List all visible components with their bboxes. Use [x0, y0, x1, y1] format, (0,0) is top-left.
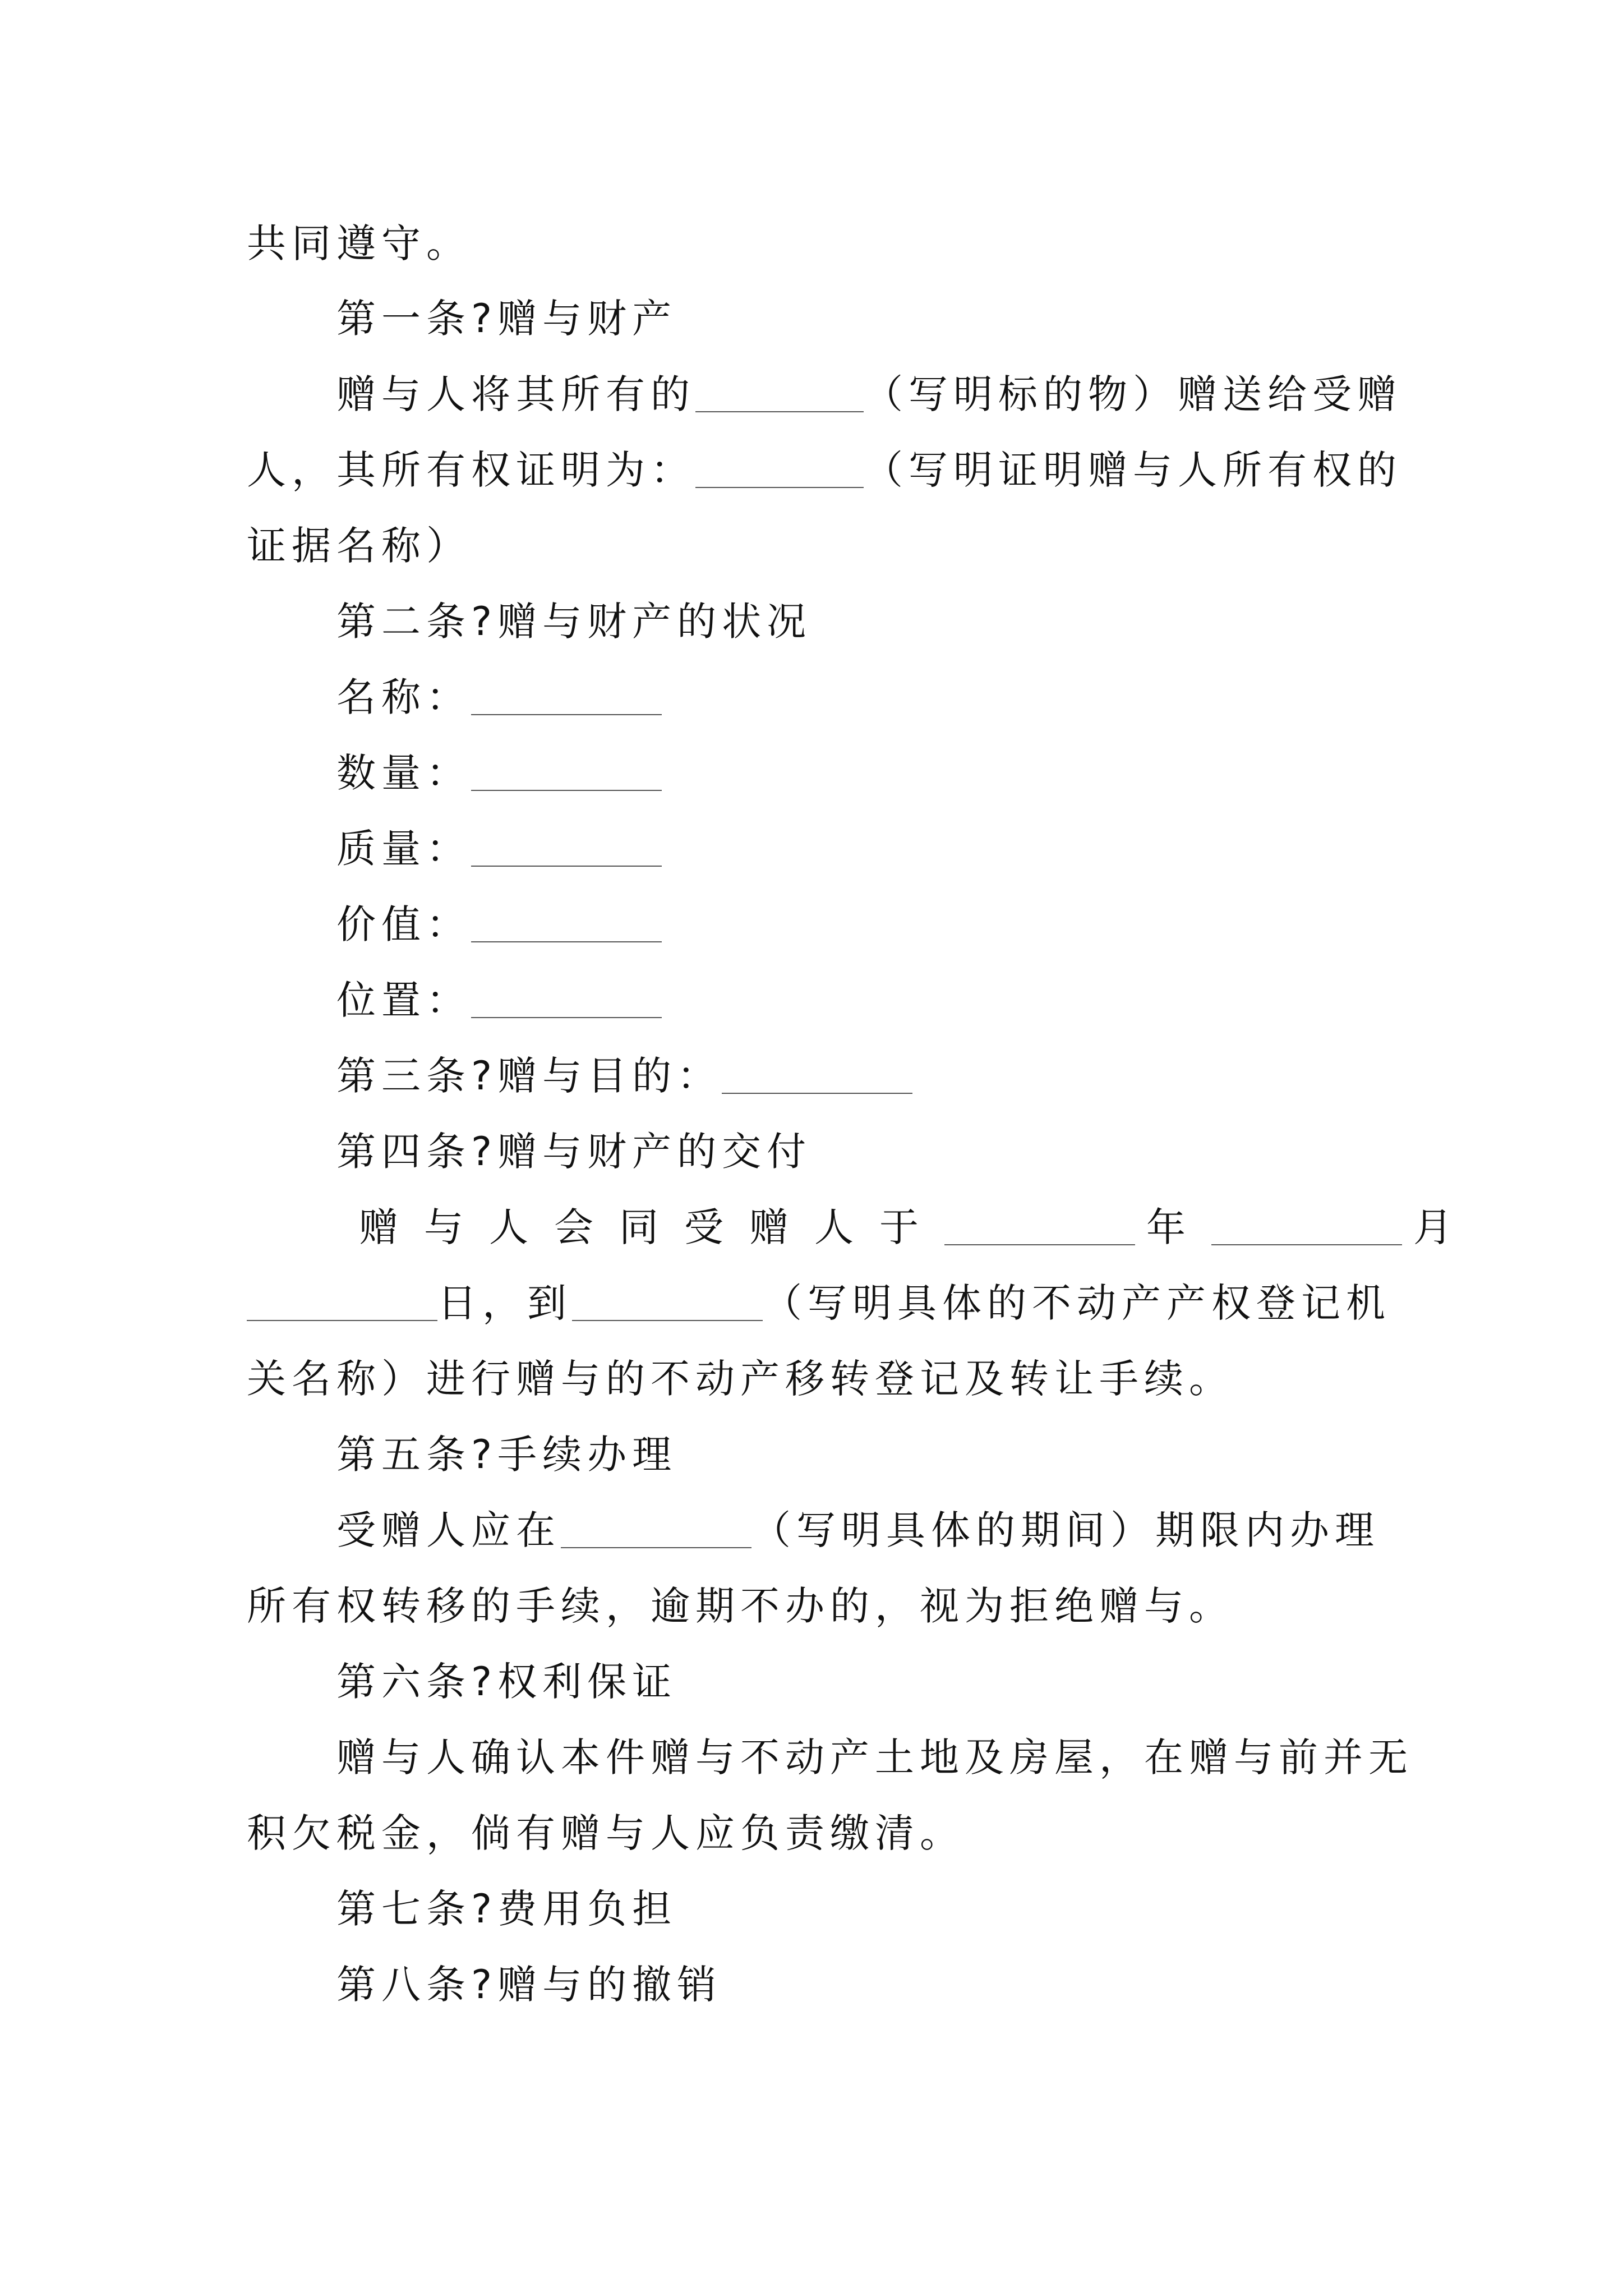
field-name: 名称： [336, 670, 1391, 724]
field-location: 位置： [336, 973, 1391, 1027]
location-blank [471, 978, 662, 1018]
article-4-line-2: 日，到 （写明具体的不动产产权登记机 [247, 1276, 1391, 1330]
article-5-line-1: 受赠人应在 （写明具体的期间）期限内办理 [336, 1507, 1380, 1553]
article-5-line-2: 所有权转移的手续，逾期不办的，视为拒绝赠与。 [247, 1583, 1234, 1629]
article-3-title: 第三条?赠与目的： [336, 1049, 1391, 1103]
article-6-line-1: 赠与人确认本件赠与不动产土地及房屋，在赠与前并无 [336, 1734, 1413, 1780]
article-8-title: 第八条?赠与的撤销 [336, 1962, 722, 2008]
period-blank [561, 1508, 751, 1548]
article-2-title: 第二条?赠与财产的状况 [336, 599, 812, 645]
article-6-title: 第六条?权利保证 [336, 1659, 677, 1705]
ownership-proof-blank [695, 448, 864, 488]
quality-blank [471, 826, 662, 867]
field-value: 价值： [336, 898, 1391, 951]
year-blank [944, 1205, 1135, 1245]
purpose-blank [722, 1053, 912, 1094]
field-quantity: 数量： [336, 746, 1391, 800]
registration-office-blank [572, 1281, 763, 1321]
article-7-title: 第七条?费用负担 [336, 1886, 677, 1932]
month-blank [1211, 1205, 1402, 1245]
article-6-line-2: 积欠税金，倘有赠与人应负责缴清。 [247, 1810, 965, 1856]
article-4-line-3: 关名称）进行赠与的不动产移转登记及转让手续。 [247, 1356, 1234, 1402]
value-blank [471, 902, 662, 942]
gift-object-blank [695, 372, 864, 412]
quantity-blank [471, 751, 662, 791]
day-blank [247, 1281, 437, 1321]
article-1-line-1: 赠与人将其所有的 （写明标的物）赠送给受赠 [336, 371, 1402, 417]
article-1-line-2: 人，其所有权证明为： （写明证明赠与人所有权的 [247, 447, 1402, 493]
name-blank [471, 675, 662, 715]
paragraph-closing-fragment: 共同遵守。 [247, 220, 471, 266]
article-1-line-3: 证据名称） [247, 523, 471, 569]
article-1-title: 第一条?赠与财产 [336, 296, 677, 342]
article-4-title: 第四条?赠与财产的交付 [336, 1129, 812, 1175]
article-4-line-1: 赠与人会同受赠人于 年 月 [359, 1204, 1478, 1250]
field-quality: 质量： [336, 822, 1391, 876]
article-5-title: 第五条?手续办理 [336, 1432, 677, 1478]
